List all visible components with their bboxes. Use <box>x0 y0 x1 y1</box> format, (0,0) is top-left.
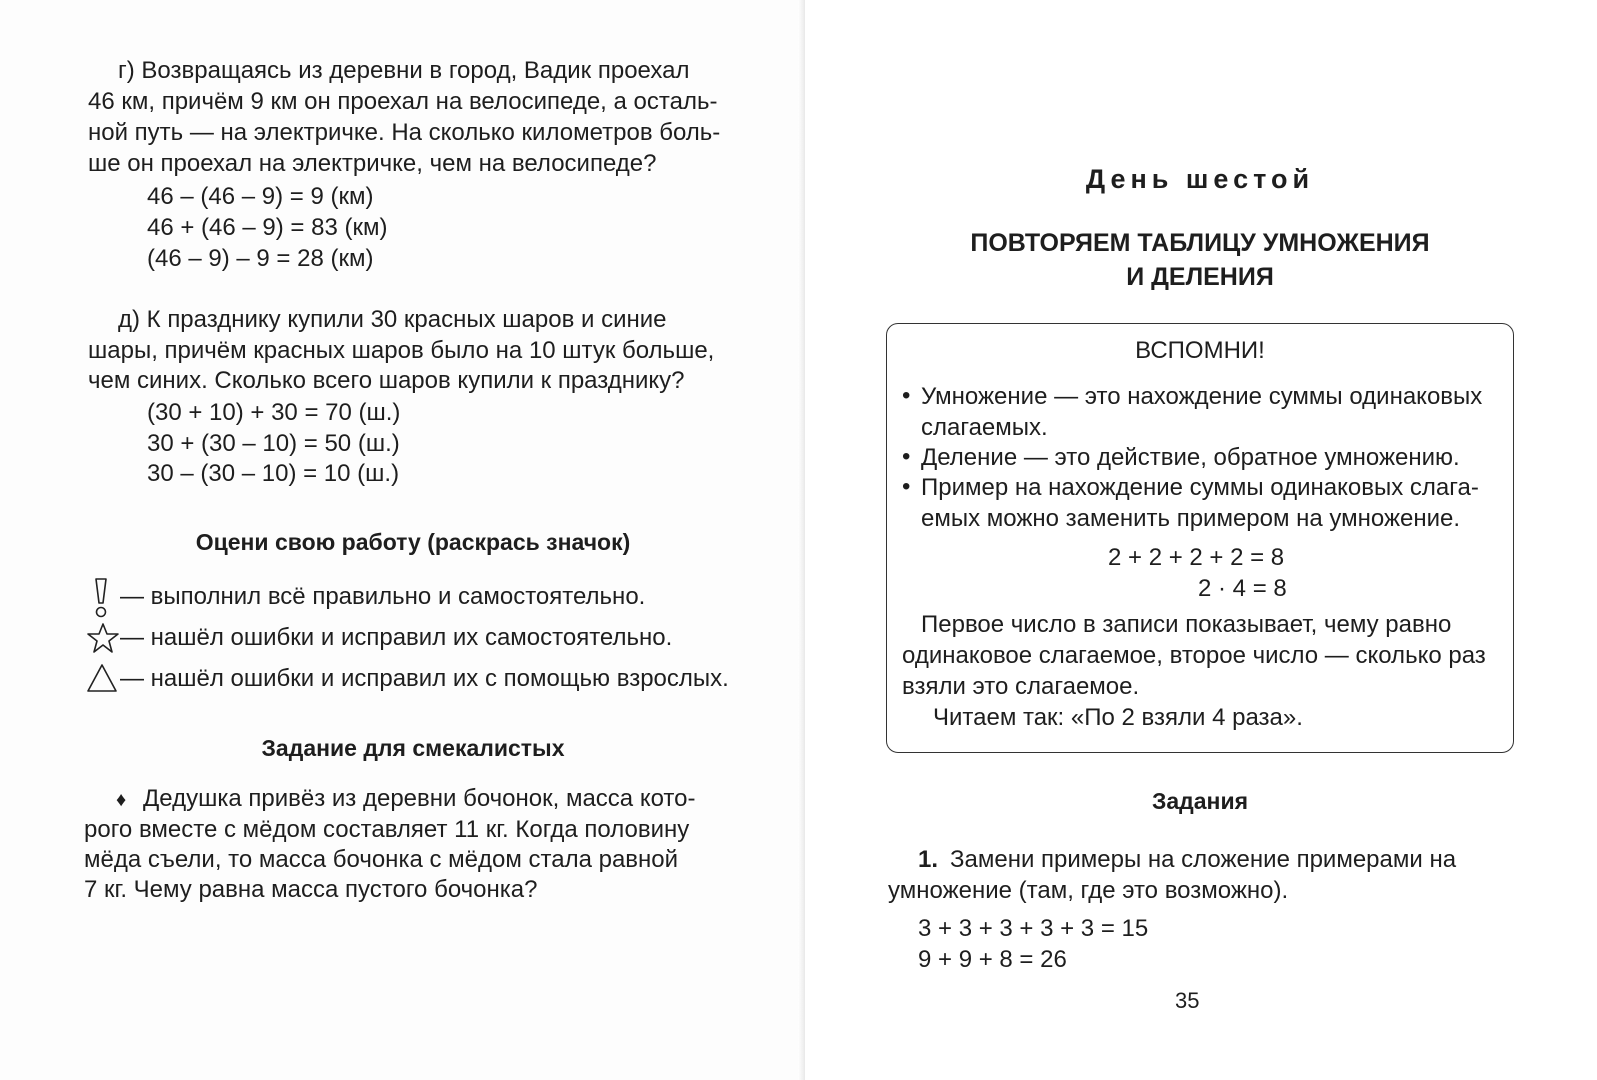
explanation-line-3: взяли это слагаемое. <box>902 673 1140 700</box>
task-1-example-1: 3 + 3 + 3 + 3 + 3 = 15 <box>918 915 1149 942</box>
problem-g-option-3: (46 – 9) – 9 = 28 (км) <box>147 245 374 272</box>
evaluate-item-2-text: — нашёл ошибки и исправил их самостоятельно. <box>120 624 673 651</box>
problem-d-option-1: (30 + 10) + 30 = 70 (ш.) <box>147 399 401 426</box>
problem-d-option-3: 30 – (30 – 10) = 10 (ш.) <box>147 460 400 487</box>
problem-g-line-3: ной путь — на электричке. На сколько километров боль- <box>88 119 721 146</box>
page-number: 35 <box>1175 988 1200 1013</box>
problem-d-line-1: д) К празднику купили 30 красных шаров и синие <box>118 306 667 333</box>
tasks-title: Задания <box>1151 788 1249 814</box>
problem-d-line-3: чем синих. Сколько всего шаров купили к празднику? <box>88 367 685 394</box>
task-1-number: 1. <box>918 846 939 873</box>
explanation-line-2: одинаковое слагаемое, второе число — сколько раз <box>902 642 1486 669</box>
day-title: День шестой <box>1085 164 1315 194</box>
reminder-bullet-3-line-1: Пример на нахождение суммы одинаковых слага- <box>921 474 1479 501</box>
smart-task-line-1: Дедушка привёз из деревни бочонок, масса кото- <box>143 785 696 812</box>
problem-g-line-2: 46 км, причём 9 км он проехал на велосипеде, а осталь- <box>88 88 718 115</box>
reminder-bullet-1-line-1: Умножение — это нахождение суммы одинаковых <box>921 383 1483 410</box>
example-sum: 2 + 2 + 2 + 2 = 8 <box>1108 544 1285 571</box>
reminder-bullet-1-line-2: слагаемых. <box>921 414 1048 441</box>
bullet-icon: • <box>902 382 911 409</box>
smart-task-title: Задание для смекалистых <box>261 735 565 761</box>
triangle-icon <box>86 663 118 693</box>
smart-task-line-4: 7 кг. Чему равна масса пустого бочонка? <box>84 876 538 903</box>
smart-task-line-2: рого вместе с мёдом составляет 11 кг. Когда половину <box>84 816 690 843</box>
problem-g-option-1: 46 – (46 – 9) = 9 (км) <box>147 183 374 210</box>
problem-d-line-2: шары, причём красных шаров было на 10 штук больше, <box>88 337 715 364</box>
problem-g-line-4: ше он проехал на электричке, чем на велосипеде? <box>88 150 657 177</box>
evaluate-title: Оцени свою работу (раскрась значок) <box>195 529 631 555</box>
problem-g-line-1: г) Возвращаясь из деревни в город, Вадик проехал <box>118 57 690 84</box>
task-1-line-2: умножение (там, где это возможно). <box>888 877 1289 904</box>
reminder-heading: ВСПОМНИ! <box>1135 337 1265 364</box>
task-1-line-1: Замени примеры на сложение примерами на <box>950 846 1457 873</box>
star-icon <box>86 622 120 654</box>
evaluate-item-1-text: — выполнил всё правильно и самостоятельно. <box>120 583 646 610</box>
example-multiplication: 2 · 4 = 8 <box>1198 575 1287 602</box>
reminder-bullet-2-line-1: Деление — это действие, обратное умножению. <box>921 444 1460 471</box>
evaluate-item-3-text: — нашёл ошибки и исправил их с помощью взрослых. <box>120 665 729 692</box>
read-as-line: Читаем так: «По 2 взяли 4 раза». <box>933 704 1303 731</box>
exclamation-icon <box>90 577 112 619</box>
smart-task-line-3: мёда съели, то масса бочонка с мёдом стала равной <box>84 846 679 873</box>
problem-g-option-2: 46 + (46 – 9) = 83 (км) <box>147 214 388 241</box>
bullet-icon: • <box>902 473 911 500</box>
diamond-icon: ♦ <box>116 789 127 811</box>
explanation-line-1: Первое число в записи показывает, чему равно <box>921 611 1452 638</box>
section-title-line-2: И ДЕЛЕНИЯ <box>1126 263 1274 291</box>
reminder-bullet-3-line-2: емых можно заменить примером на умножение. <box>921 505 1461 532</box>
section-title-line-1: ПОВТОРЯЕМ ТАБЛИЦУ УМНОЖЕНИЯ <box>970 229 1430 257</box>
problem-d-option-2: 30 + (30 – 10) = 50 (ш.) <box>147 430 400 457</box>
task-1-example-2: 9 + 9 + 8 = 26 <box>918 946 1067 973</box>
bullet-icon: • <box>902 443 911 470</box>
